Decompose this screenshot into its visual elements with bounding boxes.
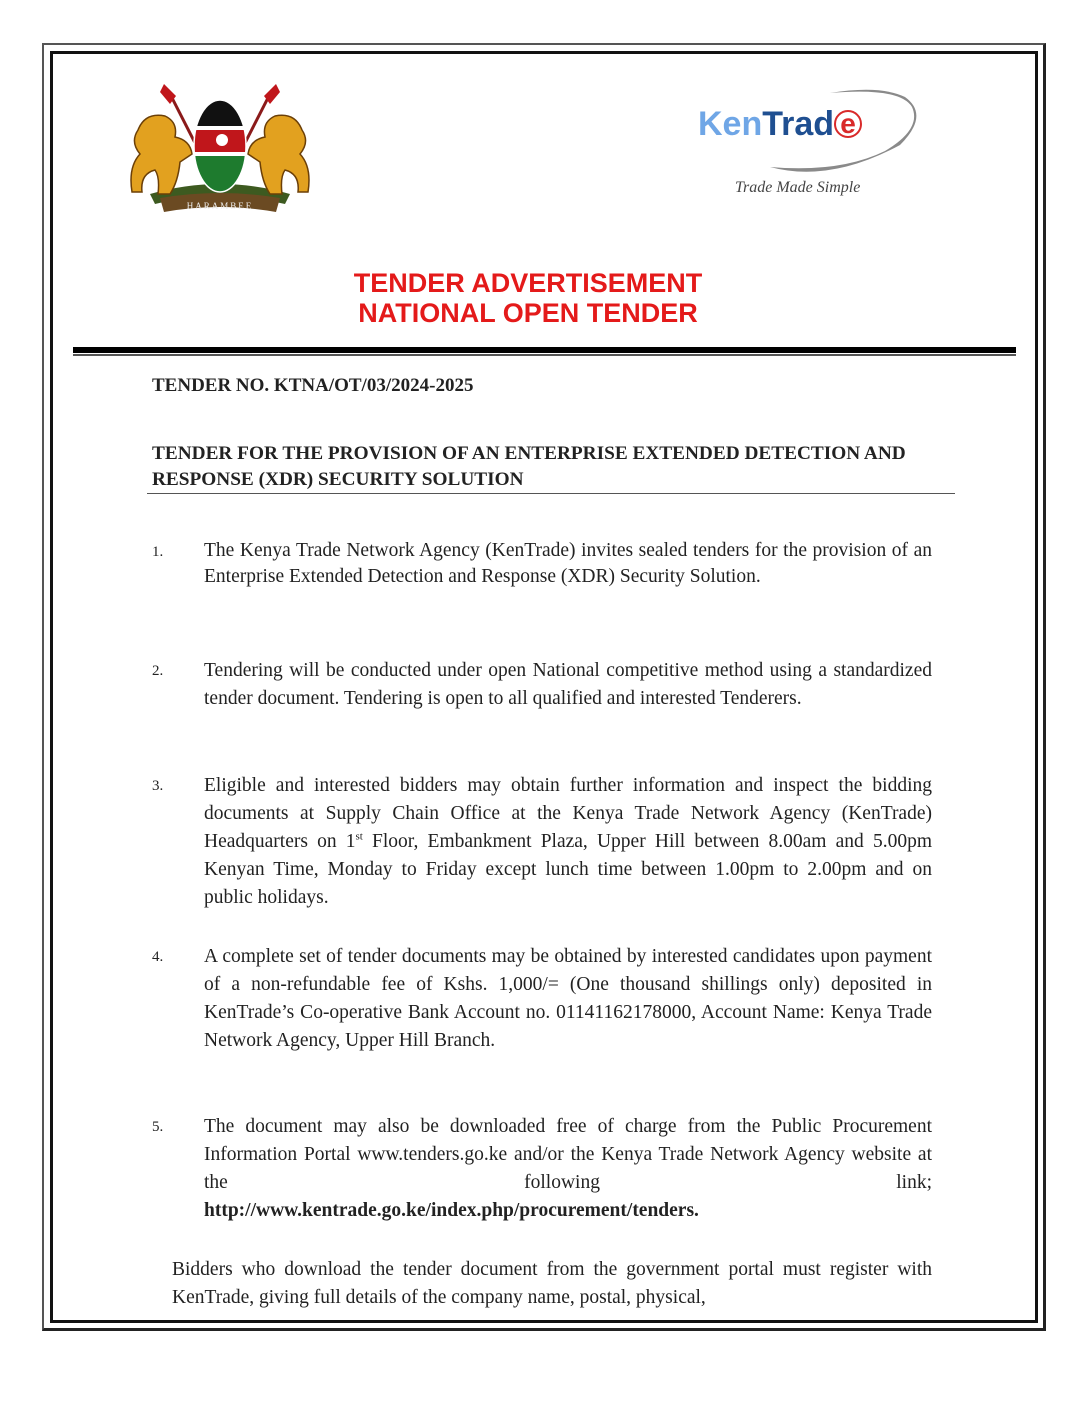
divider-thick: [73, 347, 1016, 353]
ordinal-superscript: st: [355, 830, 363, 843]
item-number: 3.: [152, 778, 164, 794]
item-text-part: Floor, Embankment Plaza, Upper Hill between 8.00am and 5.00pm Kenyan Time, Monday to Friday except lunch time between 1.00pm to 2.00pm and on public holidays.: [204, 831, 932, 908]
kenya-coat-of-arms: [120, 82, 320, 218]
item-text-part: Eligible and interested bidders may obtain further information and inspect the bidding documents at Supply Chain Office at the Kenya Trade Network Agency (KenTrade) Headquarters on 1: [204, 775, 932, 852]
tenders-link[interactable]: http://www.kentrade.go.ke/index.php/procurement/tenders.: [204, 1200, 699, 1221]
tender-heading: TENDER FOR THE PROVISION OF AN ENTERPRISE EXTENDED DETECTION AND RESPONSE (XDR) SECURITY SOLUTION: [152, 443, 906, 490]
logo-tagline: Trade Made Simple: [735, 179, 861, 196]
coat-motto: HARAMBEE: [186, 201, 254, 211]
title-line-2: NATIONAL OPEN TENDER: [358, 298, 698, 328]
item-text: [204, 1113, 932, 1225]
logo-wordmark: [698, 105, 862, 144]
item-text: The Kenya Trade Network Agency (KenTrade) invites sealed tenders for the provision of an Enterprise Extended Detection and Response (XDR) Security Solution.: [204, 540, 932, 587]
title-line-1: TENDER ADVERTISEMENT: [353, 268, 703, 298]
heading-underline: [147, 493, 955, 494]
tender-number: TENDER NO. KTNA/OT/03/2024-2025: [152, 375, 474, 396]
item-text: [204, 772, 932, 912]
coat-of-arms-icon: [120, 82, 320, 218]
logo-e: e: [834, 110, 862, 138]
item-text: Tendering will be conducted under open National competitive method using a standardized tender document. Tendering is open to all qualified and interested Tenderers.: [204, 660, 932, 709]
item-number: 5.: [152, 1119, 164, 1135]
closing-paragraph: Bidders who download the tender document from the government portal must register with KenTrade, giving full details of the company name, postal, physical,: [172, 1259, 932, 1308]
logo-ken: Ken: [698, 105, 763, 143]
item-number: 1.: [152, 544, 164, 560]
item-text-part: The document may also be downloaded free of charge from the Public Procurement Information Portal www.tenders.go.ke and/or the Kenya Trade Network Agency website at the following link;: [204, 1116, 932, 1193]
logo-trad: Trad: [762, 105, 835, 143]
item-number: 2.: [152, 663, 164, 679]
kentrade-logo: [690, 85, 930, 205]
item-number: 4.: [152, 949, 164, 965]
divider-thin: [73, 354, 1016, 356]
item-text: A complete set of tender documents may be obtained by interested candidates upon payment of a non-refundable fee of Kshs. 1,000/= (One thousand shillings only) deposited in KenTrade’s Co-operative Bank Account no. 01141162178000, Account Name: Kenya Trade Network Agency, Upper Hill Branch.: [204, 946, 932, 1051]
